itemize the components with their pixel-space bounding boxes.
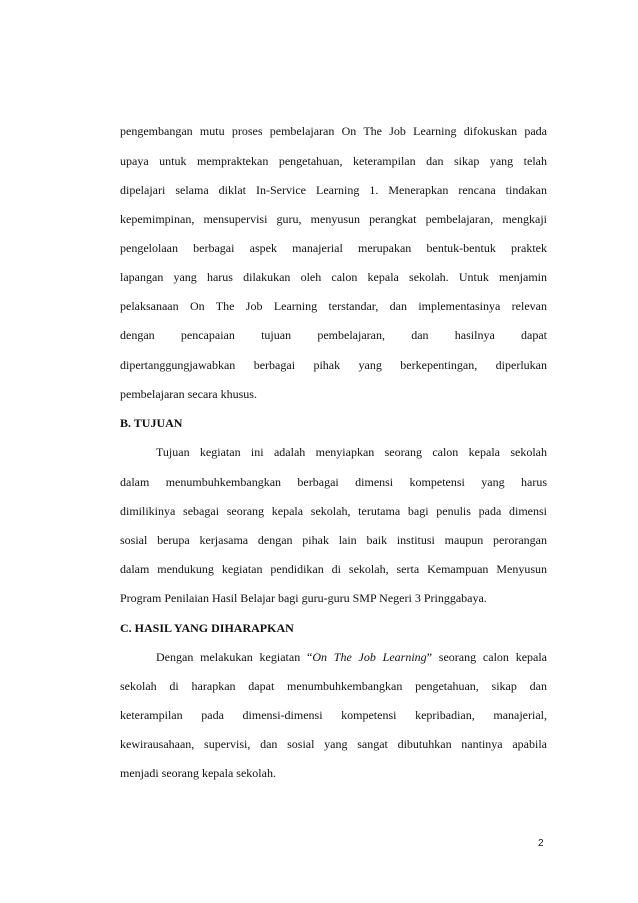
page-number: 2 <box>538 838 544 849</box>
italic-text: On The Job Learning <box>312 650 427 664</box>
paragraph-line: dalam mendukung kegiatan pendidikan di sekolah, serta Kemampuan Menyusun <box>120 562 547 576</box>
paragraph-line: menjadi seorang kepala sekolah. <box>120 766 276 780</box>
paragraph-line: sekolah di harapkan dapat menumbuhkembangkan pengetahuan, sikap dan <box>120 679 547 693</box>
paragraph-line: upaya untuk mempraktekan pengetahuan, keterampilan dan sikap yang telah <box>120 154 547 168</box>
paragraph-line: Tujuan kegiatan ini adalah menyiapkan seorang calon kepala sekolah <box>156 445 547 459</box>
paragraph-line: dipertanggungjawabkan berbagai pihak yang berkepentingan, diperlukan <box>120 358 547 372</box>
paragraph-line: kewirausahaan, supervisi, dan sosial yang sangat dibutuhkan nantinya apabila <box>120 737 547 751</box>
paragraph-line: dipelajari selama diklat In-Service Learning 1. Menerapkan rencana tindakan <box>120 183 547 197</box>
paragraph-line: lapangan yang harus dilakukan oleh calon kepala sekolah. Untuk menjamin <box>120 270 547 284</box>
text-run: Dengan melakukan kegiatan “ <box>156 650 313 664</box>
section-heading-hasil: C. HASIL YANG DIHARAPKAN <box>120 621 294 635</box>
paragraph-line: kepemimpinan, mensupervisi guru, menyusun perangkat pembelajaran, mengkaji <box>120 212 547 226</box>
text-run: ” seorang calon kepala <box>426 650 548 664</box>
paragraph-line: Program Penilaian Hasil Belajar bagi guru-guru SMP Negeri 3 Pringgabaya. <box>120 591 487 605</box>
paragraph-line: pengelolaan berbagai aspek manajerial merupakan bentuk-bentuk praktek <box>120 241 547 255</box>
paragraph-line: pembelajaran secara khusus. <box>120 387 257 401</box>
paragraph-line: dimilikinya sebagai seorang kepala sekolah, terutama bagi penulis pada dimensi <box>120 504 547 518</box>
paragraph-line: pelaksanaan On The Job Learning terstandar, dan implementasinya relevan <box>120 299 547 313</box>
paragraph-line <box>156 649 547 665</box>
paragraph-line: sosial berupa kerjasama dengan pihak lain baik institusi maupun perorangan <box>120 533 547 547</box>
paragraph-line: dalam menumbuhkembangkan berbagai dimensi kompetensi yang harus <box>120 475 547 489</box>
paragraph-line: keterampilan pada dimensi-dimensi kompetensi kepribadian, manajerial, <box>120 708 547 722</box>
section-heading-tujuan: B. TUJUAN <box>120 416 183 430</box>
paragraph-line: pengembangan mutu proses pembelajaran On The Job Learning difokuskan pada <box>120 124 547 138</box>
paragraph-line: dengan pencapaian tujuan pembelajaran, dan hasilnya dapat <box>120 328 547 342</box>
